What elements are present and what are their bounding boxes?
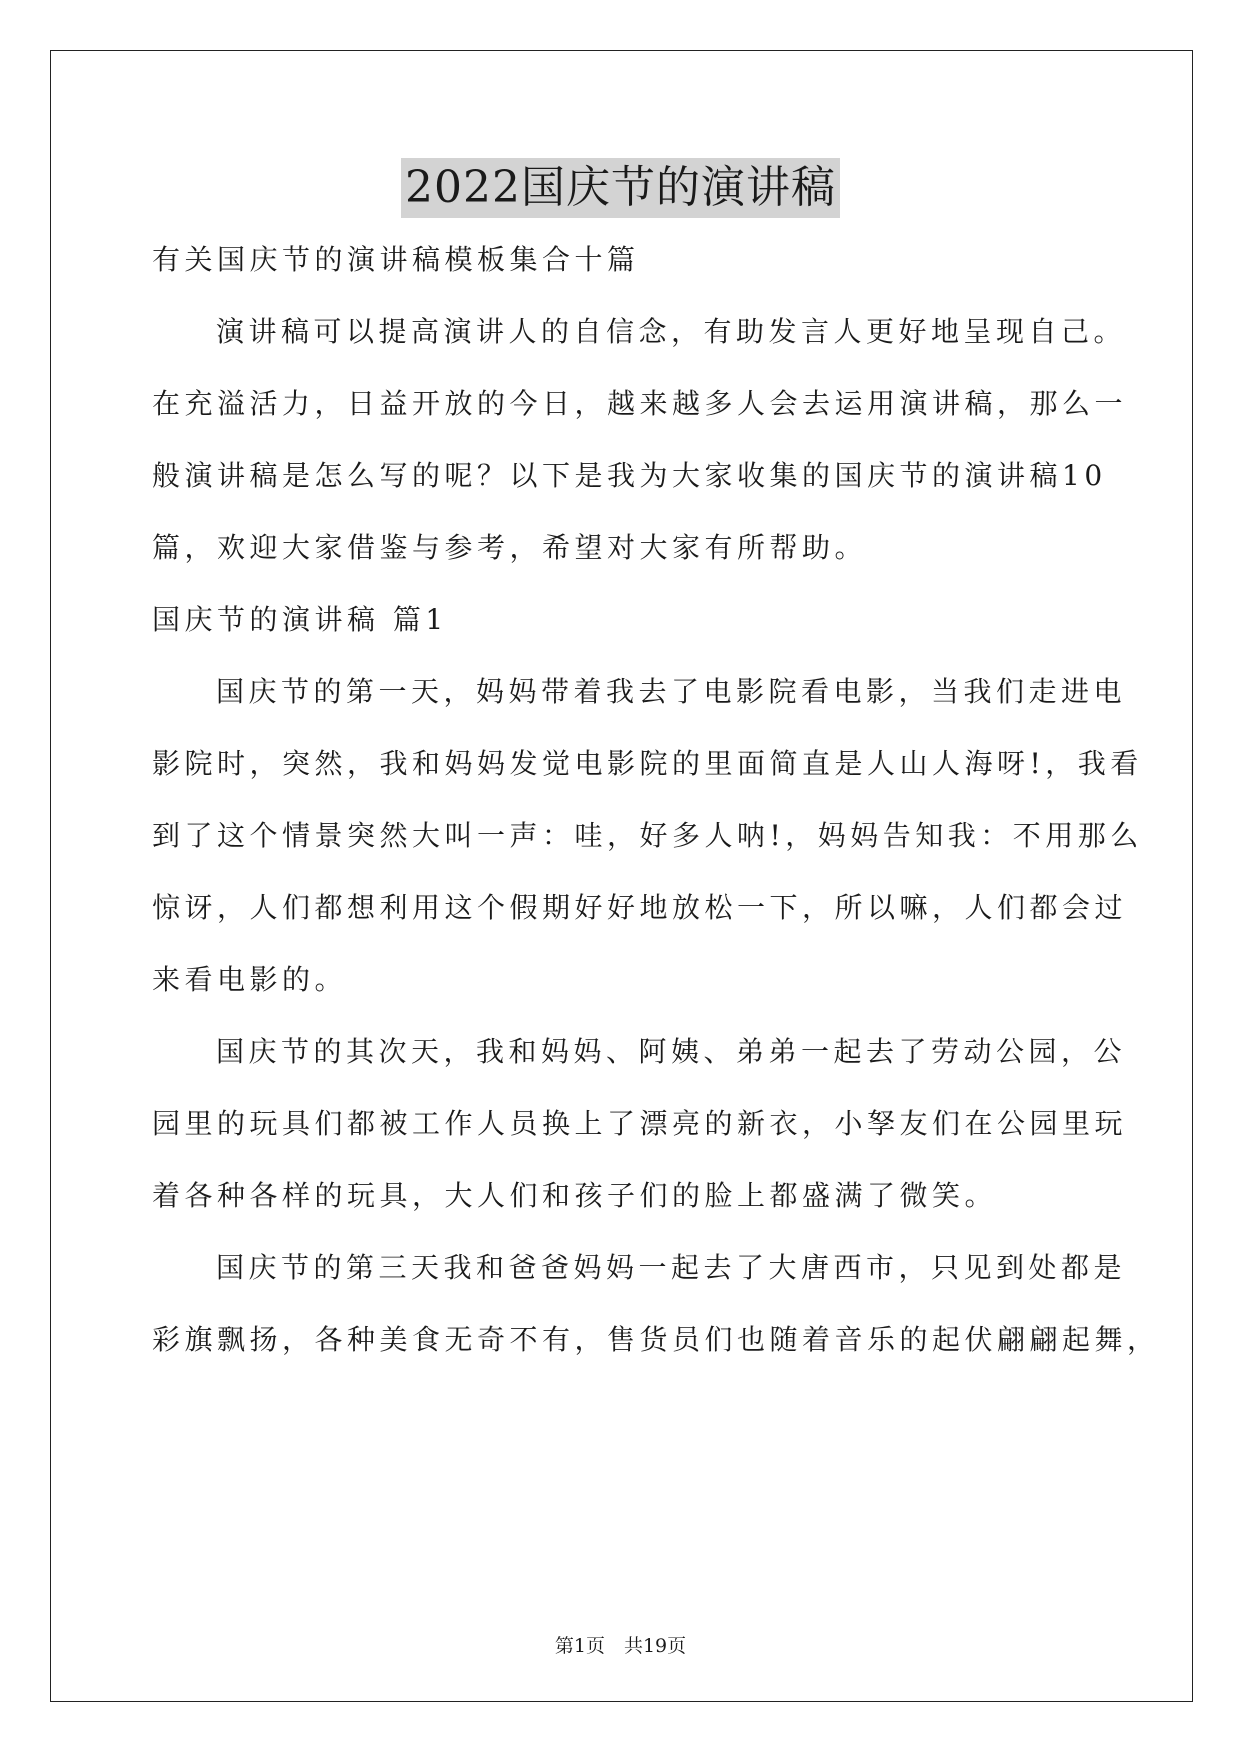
page-border (50, 50, 1193, 1702)
paragraph-line: 国庆节的其次天，我和妈妈、阿姨、弟弟一起去了劳动公园，公 (216, 1035, 1127, 1068)
section-heading: 国庆节的演讲稿 篇1 (152, 603, 448, 636)
document-title: 2022国庆节的演讲稿 (401, 158, 840, 218)
subtitle-line: 有关国庆节的演讲稿模板集合十篇 (152, 243, 640, 276)
paragraph-line: 到了这个情景突然大叫一声：哇，好多人呐!，妈妈告知我：不用那么 (152, 819, 1143, 852)
paragraph-line: 国庆节的第三天我和爸爸妈妈一起去了大唐西市，只见到处都是 (216, 1251, 1127, 1284)
paragraph-line: 在充溢活力，日益开放的今日，越来越多人会去运用演讲稿，那么一 (152, 387, 1128, 420)
paragraph-line: 篇，欢迎大家借鉴与参考，希望对大家有所帮助。 (152, 531, 868, 564)
paragraph-line: 着各种各样的玩具，大人们和孩子们的脸上都盛满了微笑。 (152, 1179, 998, 1212)
paragraph-line: 彩旗飘扬，各种美食无奇不有，售货员们也随着音乐的起伏翩翩起舞， (152, 1323, 1160, 1356)
paragraph-line: 惊讶，人们都想利用这个假期好好地放松一下，所以嘛，人们都会过 (152, 891, 1128, 924)
paragraph-line: 来看电影的。 (152, 963, 348, 996)
paragraph-line: 影院时，突然，我和妈妈发觉电影院的里面简直是人山人海呀!，我看 (152, 747, 1143, 780)
paragraph-line: 园里的玩具们都被工作人员换上了漂亮的新衣，小孥友们在公园里玩 (152, 1107, 1128, 1140)
paragraph-line: 般演讲稿是怎么写的呢？以下是我为大家收集的国庆节的演讲稿10 (152, 459, 1107, 492)
title-container (0, 158, 1241, 218)
page-number-footer: 第1页 共19页 (554, 1635, 687, 1657)
paragraph-line: 国庆节的第一天，妈妈带着我去了电影院看电影，当我们走进电 (216, 675, 1127, 708)
paragraph-line: 演讲稿可以提高演讲人的自信念，有助发言人更好地呈现自己。 (216, 315, 1127, 348)
